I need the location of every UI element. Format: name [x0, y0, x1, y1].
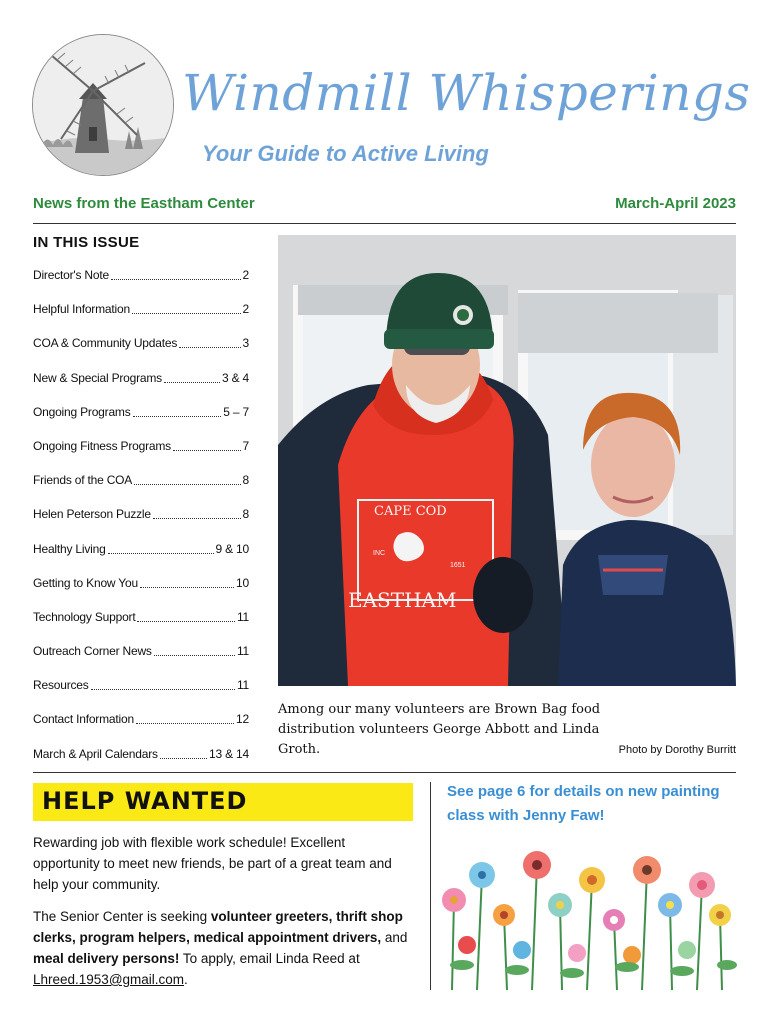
- toc-leader: [136, 712, 234, 724]
- toc-item-coa-community-updates[interactable]: [33, 336, 249, 370]
- toc-leader: [179, 336, 240, 348]
- hoodie-text-cape-cod: CAPE COD: [374, 504, 447, 519]
- toc-item-page: 11: [236, 609, 249, 624]
- toc-item-page: 2: [242, 302, 249, 317]
- help-text: and: [381, 930, 408, 945]
- toc-item-page: 5 – 7: [223, 404, 249, 419]
- help-text: To apply, email Linda Reed at: [179, 951, 360, 966]
- toc-item-label: COA & Community Updates: [33, 336, 178, 351]
- toc-item-label: Friends of the COA: [33, 473, 133, 488]
- toc-item-calendars[interactable]: [33, 747, 249, 781]
- hoodie-text-eastham: EASTHAM: [348, 588, 457, 612]
- toc-leader: [160, 747, 207, 759]
- toc-item-page: 3: [242, 336, 249, 351]
- toc-item-label: Getting to Know You: [33, 575, 138, 590]
- toc-item-ongoing-programs[interactable]: [33, 405, 249, 439]
- toc-item-page: 12: [236, 712, 249, 727]
- toc-item-page: 11: [236, 644, 249, 659]
- toc-leader: [134, 473, 240, 485]
- help-wanted-intro: Rewarding job with flexible work schedule! Excellent opportunity to meet new friends, be part of a great team and help your community.: [33, 835, 392, 892]
- header-divider: [33, 223, 736, 224]
- toc-item-ongoing-fitness-programs[interactable]: [33, 439, 249, 473]
- toc-leader: [153, 507, 241, 519]
- help-roles: volunteer greeters, thrift shop clerks, program helpers, medical appointment drivers,: [33, 909, 403, 945]
- help-wanted-title: HELP WANTED: [42, 787, 248, 815]
- toc-item-outreach-corner-news[interactable]: [33, 644, 249, 678]
- toc-heading: IN THIS ISSUE: [33, 234, 140, 251]
- hoodie-text-inc: INC: [373, 550, 386, 557]
- toc-item-getting-to-know-you[interactable]: [33, 576, 249, 610]
- toc-item-label: Director's Note: [33, 268, 109, 282]
- toc-item-page: 3 & 4: [221, 370, 249, 385]
- toc-item-label: Helpful Information: [33, 302, 130, 317]
- toc-leader: [133, 405, 222, 417]
- toc-item-label: Resources: [33, 678, 89, 693]
- toc-item-helpful-information[interactable]: [33, 302, 249, 336]
- toc-item-helen-peterson-puzzle[interactable]: [33, 507, 249, 541]
- toc-item-page: 9 & 10: [215, 541, 249, 556]
- toc-item-resources[interactable]: [33, 678, 249, 712]
- toc-leader: [132, 302, 241, 314]
- toc-item-label: Technology Support: [33, 609, 136, 624]
- volunteers-photo: [278, 235, 736, 686]
- windmill-logo: [32, 34, 174, 176]
- toc-item-page: 10: [236, 575, 249, 590]
- toc-item-label: Contact Information: [33, 712, 134, 727]
- news-from-label: News from the Eastham Center: [33, 195, 255, 212]
- help-wanted-details: [33, 906, 413, 990]
- photo-credit: Photo by Dorothy Burritt: [618, 744, 736, 756]
- toc-leader: [108, 542, 214, 554]
- help-roles-meal: meal delivery persons!: [33, 951, 180, 966]
- contact-email-link[interactable]: Lhreed.1953@gmail.com: [33, 972, 185, 987]
- toc-item-page: 8: [242, 473, 249, 488]
- windmill-icon: [33, 35, 173, 175]
- toc-item-page: 13 & 14: [209, 746, 249, 761]
- toc-item-page: 8: [242, 507, 249, 522]
- toc-item-contact-information[interactable]: [33, 712, 249, 746]
- toc-leader: [140, 576, 234, 588]
- section-divider: [33, 772, 736, 773]
- toc-leader: [137, 610, 234, 622]
- toc-item-directors-note[interactable]: [33, 268, 249, 302]
- toc-item-label: March & April Calendars: [33, 746, 158, 761]
- toc-item-friends-of-the-coa[interactable]: [33, 473, 249, 507]
- toc-item-label: Ongoing Fitness Programs: [33, 438, 171, 453]
- photo-caption: Among our many volunteers are Brown Bag food distribution volunteers George Abbott and Linda Groth.: [278, 702, 601, 757]
- hoodie-text-year: 1651: [450, 562, 466, 569]
- toc-item-page: 2: [242, 268, 249, 282]
- column-divider: [430, 782, 431, 990]
- toc-item-healthy-living[interactable]: [33, 542, 249, 576]
- toc-leader: [91, 678, 235, 690]
- issue-date: March-April 2023: [615, 195, 736, 212]
- toc-item-page: 7: [242, 438, 249, 453]
- toc-item-technology-support[interactable]: [33, 610, 249, 644]
- painting-class-notice: See page 6 for details on new painting class with Jenny Faw!: [447, 783, 720, 824]
- toc-leader: [111, 268, 241, 280]
- help-text: .: [184, 972, 188, 987]
- toc-list: [33, 268, 249, 781]
- toc-item-new-special-programs[interactable]: [33, 371, 249, 405]
- newsletter-tagline: Your Guide to Active Living: [202, 141, 489, 166]
- toc-leader: [164, 371, 220, 383]
- toc-item-label: New & Special Programs: [33, 370, 162, 385]
- toc-item-label: Ongoing Programs: [33, 404, 131, 419]
- toc-item-label: Helen Peterson Puzzle: [33, 507, 151, 522]
- toc-item-page: 11: [236, 678, 249, 693]
- flowers-illustration: [432, 845, 737, 990]
- toc-item-label: Outreach Corner News: [33, 644, 152, 659]
- toc-leader: [173, 439, 241, 451]
- newsletter-title: Windmill Whisperings: [182, 64, 751, 122]
- help-text: The Senior Center is seeking: [33, 909, 211, 924]
- toc-item-label: Healthy Living: [33, 541, 106, 556]
- toc-leader: [154, 644, 235, 656]
